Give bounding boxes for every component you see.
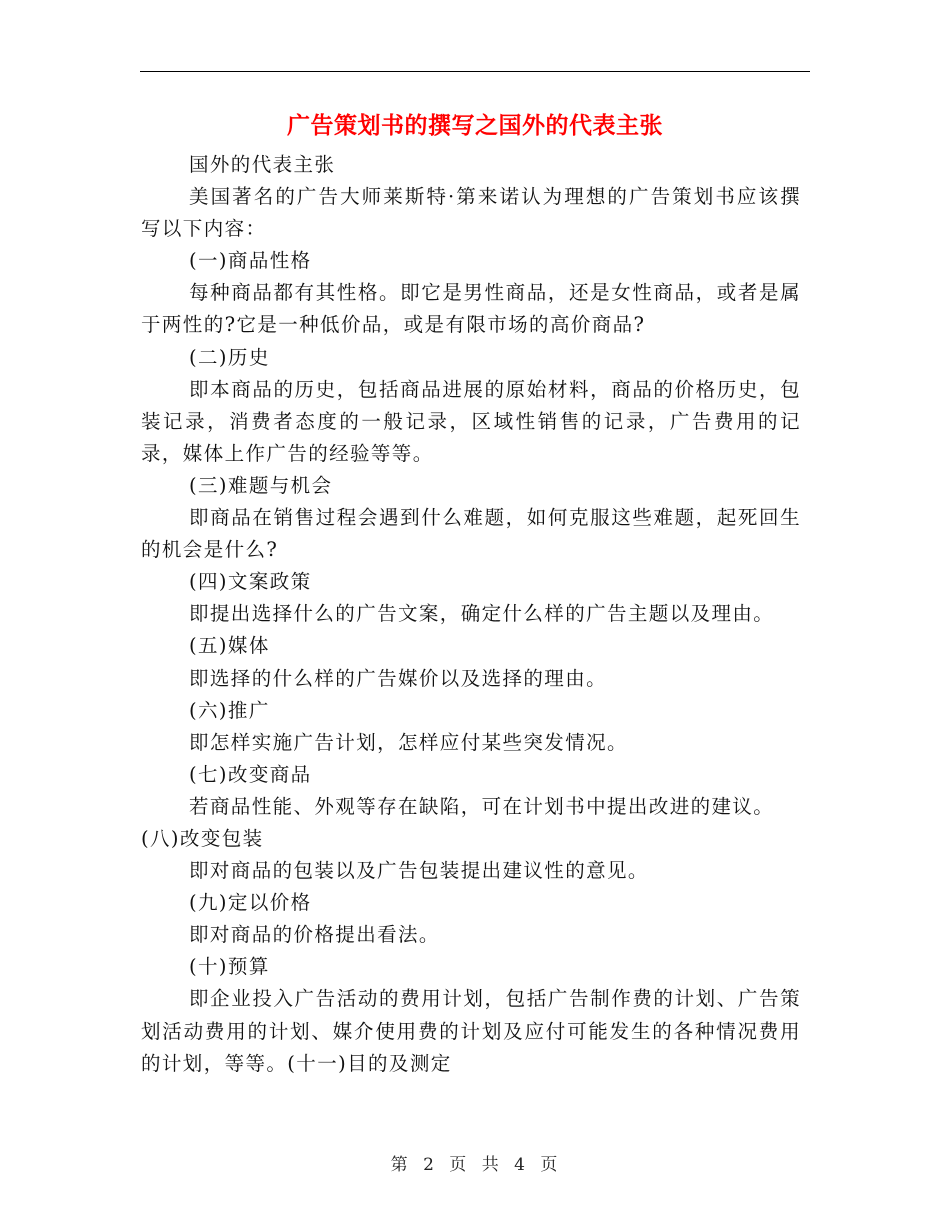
section-heading: (二)历史 bbox=[189, 345, 270, 369]
section-heading: (五)媒体 bbox=[189, 634, 270, 658]
paragraph: 即提出选择什么的广告文案，确定什么样的广告主题以及理由。 bbox=[189, 602, 775, 626]
paragraph: 国外的代表主张 bbox=[189, 153, 336, 176]
paragraph: 即企业投入广告活动的费用计划，包括广告制作费的计划、广告策划活动费用的计划、媒介使用费的计划及应付可能发生的各种情况费用的计划，等等。(十一)目的及测定 bbox=[141, 987, 801, 1075]
paragraph: 每种商品都有其性格。即它是男性商品，还是女性商品，或者是属于两性的?它是一种低价品，或是有限市场的高价商品? bbox=[141, 281, 801, 337]
document-title: 广告策划书的撰写之国外的代表主张 bbox=[287, 113, 663, 139]
paragraph: 即本商品的历史，包括商品进展的原始材料，商品的价格历史，包装记录，消费者态度的一般记录，区域性销售的记录，广告费用的记录，媒体上作广告的经验等等。 bbox=[141, 377, 801, 465]
paragraph: 美国著名的广告大师莱斯特·第来诺认为理想的广告策划书应该撰写以下内容： bbox=[141, 185, 801, 241]
section-heading: (三)难题与机会 bbox=[189, 473, 333, 497]
section-heading: (十)预算 bbox=[189, 955, 270, 979]
section-heading: (九)定以价格 bbox=[189, 891, 312, 915]
section-heading: (六)推广 bbox=[189, 698, 270, 722]
header-rule bbox=[140, 71, 810, 72]
document-body bbox=[141, 149, 801, 1080]
paragraph: 即商品在销售过程会遇到什么难题，如何克服这些难题，起死回生的机会是什么? bbox=[141, 506, 801, 562]
section-heading: (四)文案政策 bbox=[189, 570, 312, 594]
paragraph: 即选择的什么样的广告媒价以及选择的理由。 bbox=[189, 666, 608, 690]
paragraph: 即对商品的价格提出看法。 bbox=[189, 923, 440, 947]
page-number-footer: 第 2 页 共 4 页 bbox=[390, 1155, 560, 1175]
section-heading: (七)改变商品 bbox=[189, 762, 312, 786]
paragraph: 若商品性能、外观等存在缺陷，可在计划书中提出改进的建议。 bbox=[189, 794, 775, 818]
paragraph: 即怎样实施广告计划，怎样应付某些突发情况。 bbox=[189, 730, 628, 754]
section-heading: (八)改变包装 bbox=[141, 826, 264, 850]
section-heading: (一)商品性格 bbox=[189, 249, 312, 273]
paragraph: 即对商品的包装以及广告包装提出建议性的意见。 bbox=[189, 859, 649, 883]
